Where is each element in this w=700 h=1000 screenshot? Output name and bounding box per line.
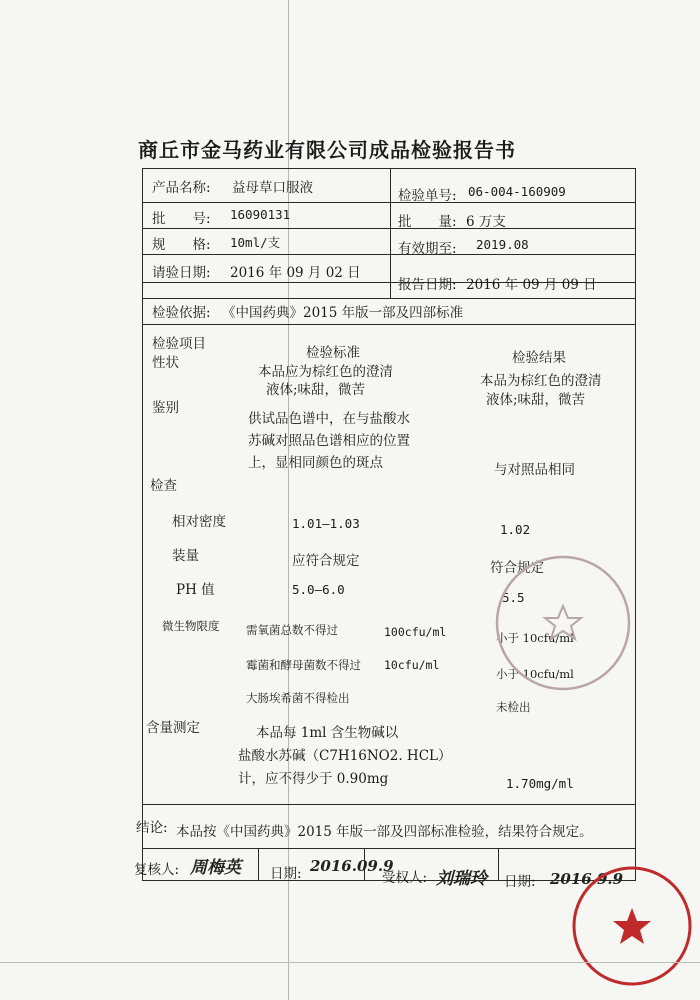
micro-mold-limit: 10cfu/ml — [384, 658, 440, 672]
star-icon — [545, 606, 581, 639]
micro-mold-result: 小于 10cfu/ml — [496, 667, 574, 681]
row-divider — [142, 298, 636, 299]
assay-standard-line: 盐酸水苏碱（C7H16NO2. HCL） — [238, 748, 452, 764]
ph-standard: 5.0—6.0 — [292, 582, 345, 597]
product-name-label: 产品名称: — [152, 180, 211, 196]
column-divider — [258, 848, 259, 881]
request-date-value: 2016 年 09 月 02 日 — [230, 265, 361, 281]
micro-ecoli-result: 未检出 — [496, 700, 531, 714]
assay-standard-line: 本品每 1ml 含生物碱以 — [256, 725, 399, 741]
row-divider — [142, 202, 636, 203]
assay-result: 1.70mg/ml — [506, 776, 574, 791]
authorizer-signature: 刘瑞玲 — [436, 869, 487, 889]
check-section-label: 检查 — [150, 478, 177, 494]
star-icon — [613, 908, 651, 944]
conclusion-label: 结论: — [136, 820, 168, 836]
basis-label: 检验依据: — [152, 305, 211, 321]
micro-mold-standard: 霉菌和酵母菌数不得过 — [246, 658, 361, 672]
qc-department-stamp — [488, 548, 638, 698]
identification-item: 鉴别 — [152, 400, 179, 416]
row-divider — [142, 324, 636, 325]
product-name-value: 益母草口服液 — [232, 180, 313, 196]
filling-result: 符合规定 — [490, 560, 544, 576]
micro-aerobic-result: 小于 10cfu/ml — [496, 631, 574, 645]
authorize-date-value: 2016.9.9 — [550, 870, 624, 888]
basis-value: 《中国药典》2015 年版一部及四部标准 — [222, 305, 464, 321]
appearance-result-line: 液体;味甜，微苦 — [486, 392, 586, 408]
spec-label: 规 格: — [152, 237, 211, 253]
paper-edge — [0, 962, 700, 963]
column-header-item: 检验项目 — [152, 336, 206, 352]
reviewer-label: 复核人: — [134, 862, 180, 878]
identification-result: 与对照品相同 — [494, 462, 575, 478]
column-header-standard: 检验标准 — [306, 345, 360, 361]
row-divider — [142, 228, 636, 229]
authorize-date-label: 日期: — [504, 874, 536, 890]
appearance-standard-line: 本品应为棕红色的澄清 — [258, 364, 393, 380]
report-no-value: 06-004-160909 — [468, 184, 566, 199]
row-divider — [142, 848, 636, 849]
micro-aerobic-limit: 100cfu/ml — [384, 625, 447, 639]
batch-no-value: 16090131 — [230, 207, 291, 222]
ph-result: 5.5 — [502, 590, 525, 605]
page-title: 商丘市金马药业有限公司成品检验报告书 — [138, 138, 516, 162]
expiry-value: 2019.08 — [476, 237, 529, 252]
appearance-result-line: 本品为棕红色的澄清 — [480, 373, 602, 389]
density-item: 相对密度 — [172, 514, 226, 530]
density-result: 1.02 — [500, 522, 531, 537]
micro-ecoli-standard: 大肠埃希菌不得检出 — [246, 691, 350, 705]
assay-standard-line: 计，应不得少于 0.90mg — [238, 771, 389, 787]
density-standard: 1.01—1.03 — [292, 516, 360, 531]
qa-department-stamp — [568, 862, 696, 990]
reviewer-signature: 周梅英 — [190, 858, 241, 878]
stamp-ring — [497, 557, 629, 689]
review-date-value: 2016.09.9 — [310, 857, 394, 875]
identification-standard-line: 供试品色谱中，在与盐酸水 — [248, 411, 410, 427]
column-divider — [390, 168, 391, 298]
column-header-result: 检验结果 — [512, 350, 566, 366]
filling-standard: 应符合规定 — [292, 553, 360, 569]
batch-size-value: 6 万支 — [466, 214, 506, 230]
report-date-label: 报告日期: — [398, 277, 457, 293]
report-date-value: 2016 年 09 月 09 日 — [466, 277, 597, 293]
identification-standard-line: 苏碱对照品色谱相应的位置 — [248, 433, 410, 449]
row-divider — [142, 804, 636, 805]
expiry-label: 有效期至: — [398, 241, 457, 257]
request-date-label: 请验日期: — [152, 265, 211, 281]
filling-item: 装量 — [172, 548, 199, 564]
ph-item: PH 值 — [176, 582, 215, 598]
batch-no-label: 批 号: — [152, 211, 211, 227]
spec-value: 10ml/支 — [230, 235, 281, 250]
column-divider — [498, 848, 499, 881]
row-divider — [142, 254, 636, 255]
micro-aerobic-standard: 需氧菌总数不得过 — [246, 623, 338, 637]
report-no-label: 检验单号: — [398, 188, 457, 204]
appearance-item: 性状 — [152, 355, 179, 371]
batch-size-label: 批 量: — [398, 214, 457, 230]
micro-item: 微生物限度 — [162, 619, 220, 633]
identification-standard-line: 上，显相同颜色的斑点 — [248, 455, 383, 471]
appearance-standard-line: 液体;味甜，微苦 — [266, 382, 366, 398]
conclusion-value: 本品按《中国药典》2015 年版一部及四部标准检验，结果符合规定。 — [176, 824, 593, 840]
assay-item: 含量测定 — [146, 720, 200, 736]
review-date-label: 日期: — [270, 866, 302, 882]
authorizer-label: 受权人: — [382, 870, 428, 886]
